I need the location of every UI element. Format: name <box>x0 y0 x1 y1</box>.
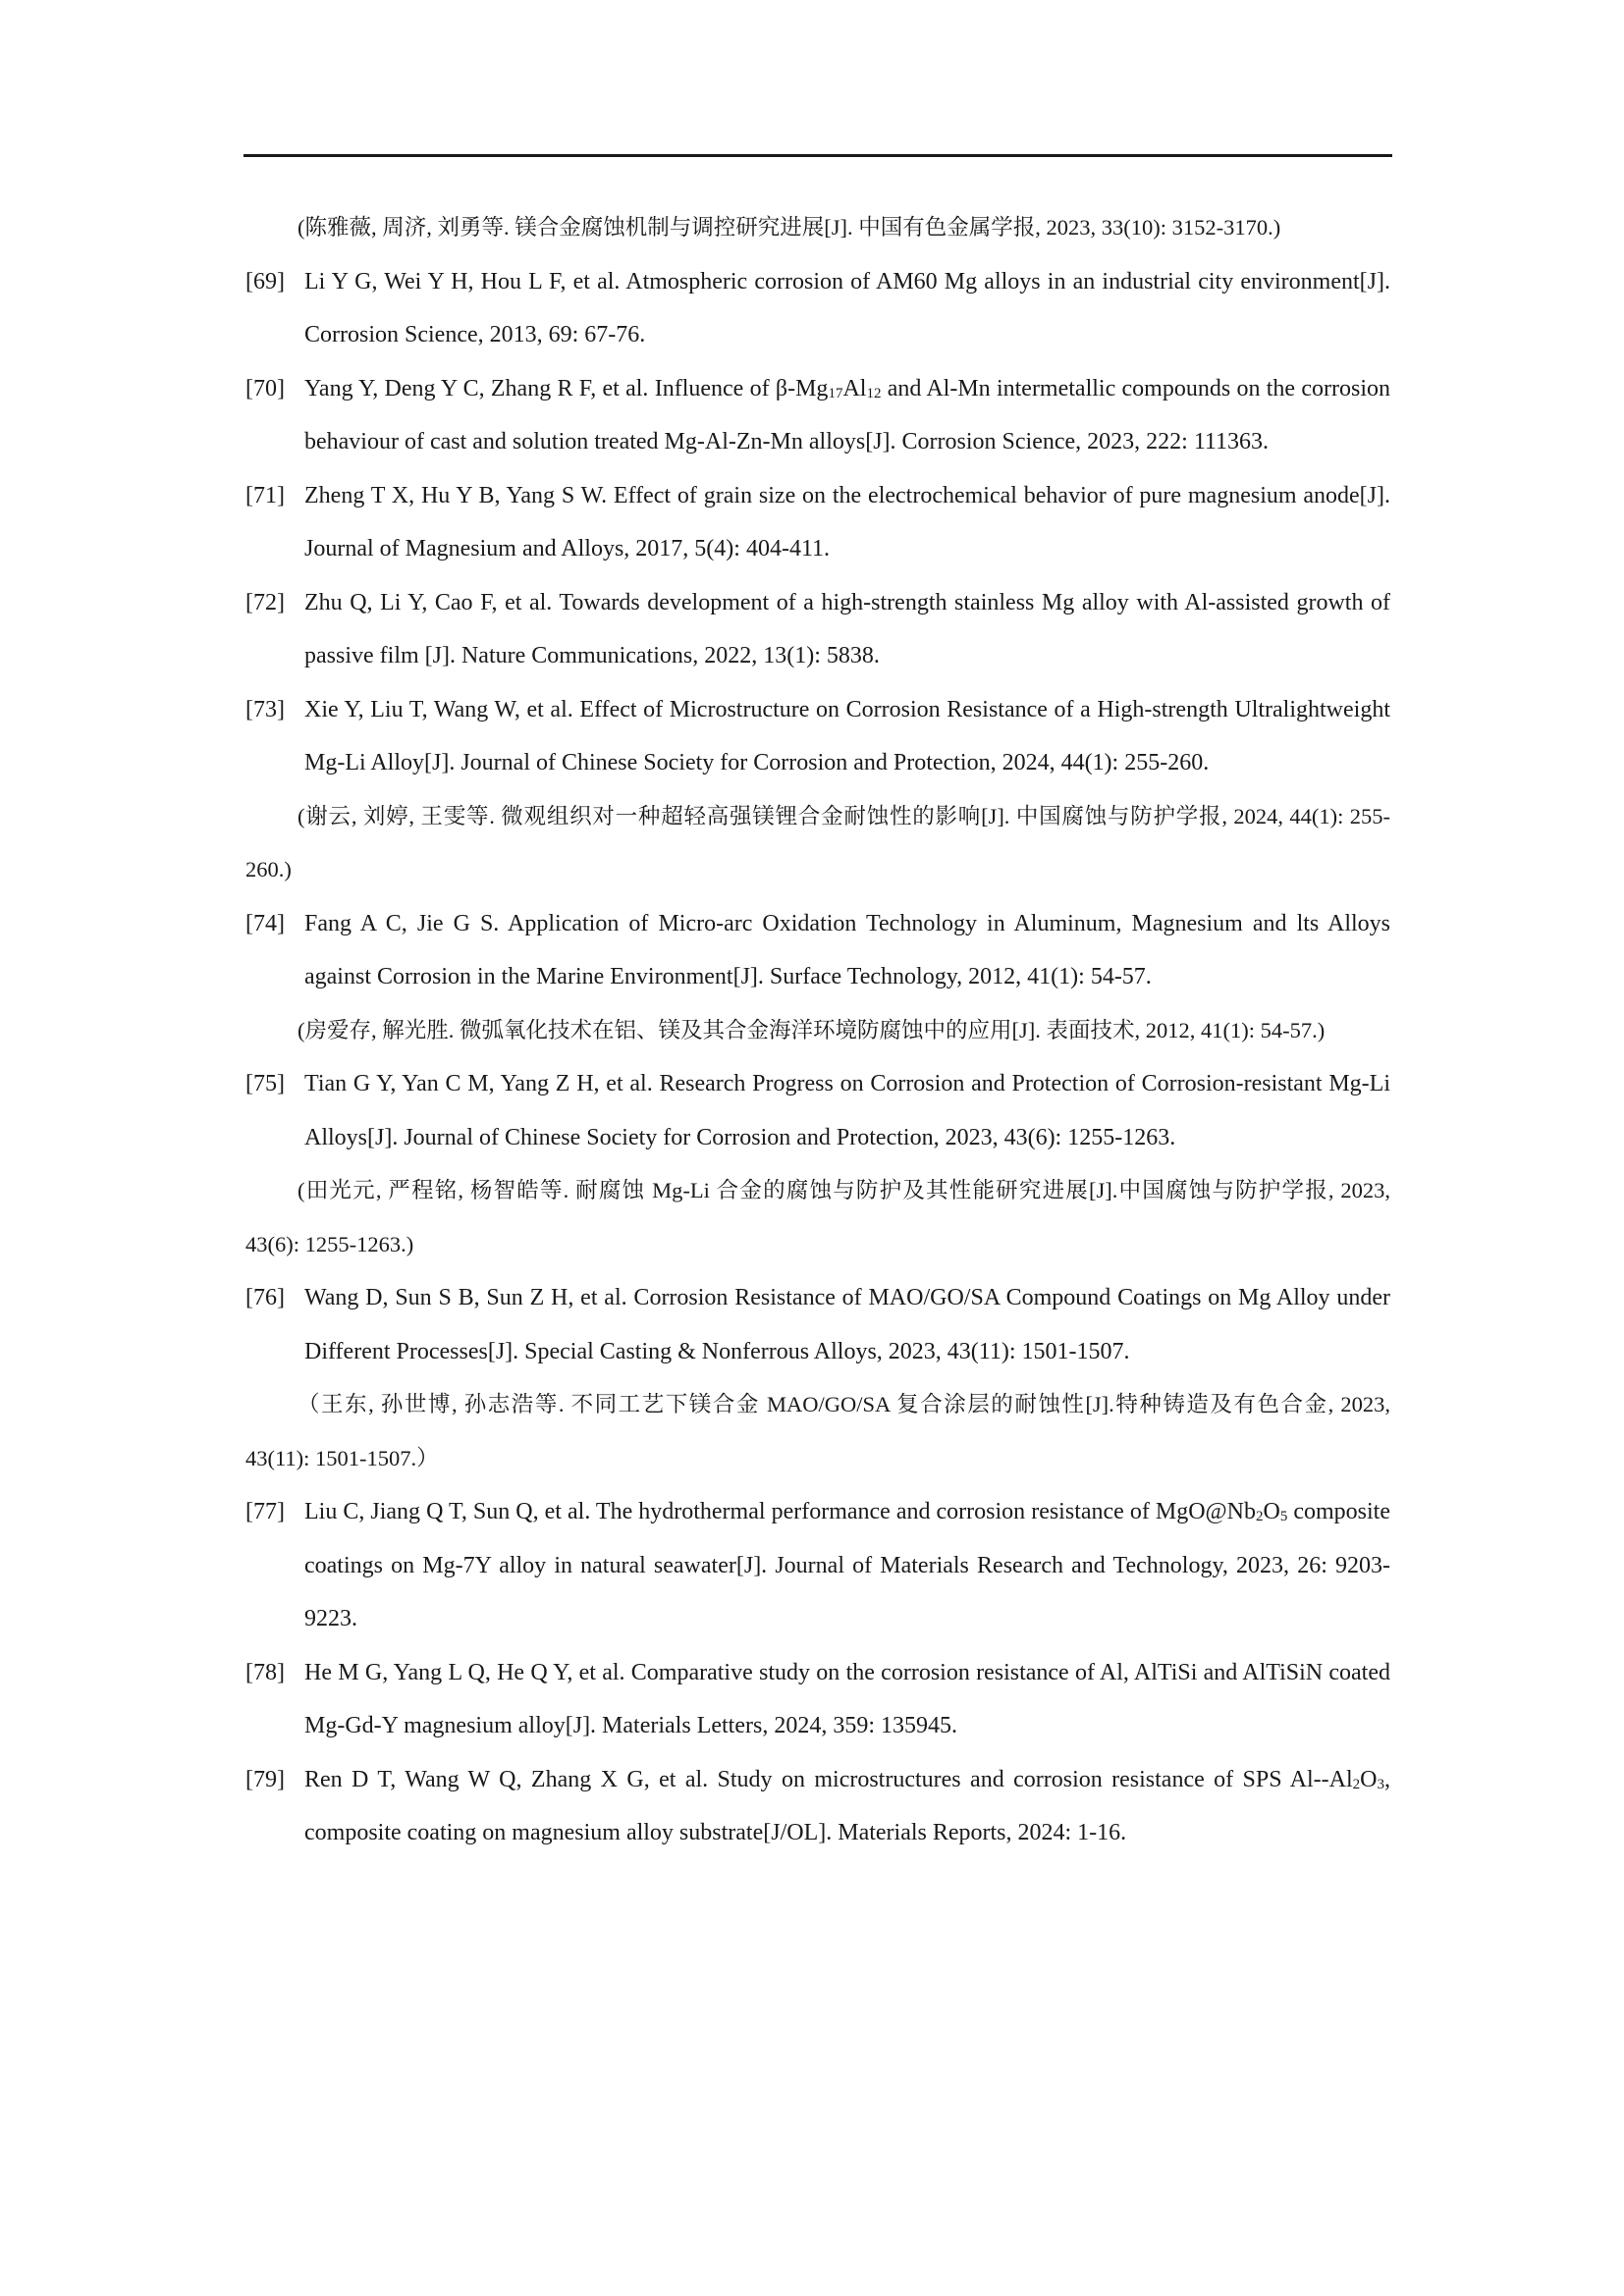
reference-number: [72] <box>245 589 285 615</box>
reference-translation <box>245 1004 1390 1058</box>
reference-translation <box>245 1164 1390 1271</box>
reference-number: [78] <box>245 1659 285 1685</box>
reference-text-part: Al <box>842 375 867 401</box>
reference-item <box>245 1057 1390 1164</box>
reference-text: Zheng T X, Hu Y B, Yang S W. Effect of grain size on the electrochemical behavior of pure magnesium anode[J]. Journal of Magnesium and Alloys, 2017, 5(4): 404-411. <box>304 482 1390 561</box>
reference-text <box>304 1767 1390 1846</box>
reference-text: Xie Y, Liu T, Wang W, et al. Effect of Microstructure on Corrosion Resistance of a High-strength Ultralightweight Mg-Li Alloy[J]. Journal of Chinese Society for Corrosion and Protection, 2024, 44(1): 255-260. <box>304 696 1390 775</box>
reference-list <box>245 201 1390 1860</box>
reference-text <box>304 1499 1390 1631</box>
reference-number: [71] <box>245 482 285 508</box>
reference-item <box>245 469 1390 576</box>
reference-text-part: O <box>1263 1499 1280 1524</box>
subscript: 12 <box>866 385 882 401</box>
reference-number: [79] <box>245 1766 285 1792</box>
reference-item <box>245 897 1390 1004</box>
subscript: 3 <box>1377 1776 1384 1792</box>
reference-item <box>245 683 1390 790</box>
reference-translation-text: (房爱存, 解光胜. 微弧氧化技术在铝、镁及其合金海洋环境防腐蚀中的应用[J]. 表面技术, 2012, 41(1): 54-57.) <box>298 1017 1326 1042</box>
reference-text <box>304 376 1390 455</box>
reference-item <box>245 1485 1390 1646</box>
reference-translation <box>245 201 1390 255</box>
reference-text: Wang D, Sun S B, Sun Z H, et al. Corrosion Resistance of MAO/GO/SA Compound Coatings on Mg Alloy under Different Processes[J]. Special Casting & Nonferrous Alloys, 2023, 43(11): 1501-1507. <box>304 1285 1390 1364</box>
subscript: 2 <box>1352 1776 1361 1792</box>
reference-translation <box>245 790 1390 897</box>
reference-item <box>245 576 1390 683</box>
subscript: 5 <box>1279 1509 1288 1524</box>
reference-item <box>245 362 1390 469</box>
header-rule <box>244 154 1392 157</box>
reference-number: [74] <box>245 910 285 936</box>
reference-translation-text: (谢云, 刘婷, 王雯等. 微观组织对一种超轻高强镁锂合金耐蚀性的影响[J]. 中国腐蚀与防护学报, 2024, 44(1): 255-260.) <box>245 803 1390 881</box>
reference-text: Fang A C, Jie G S. Application of Micro-arc Oxidation Technology in Aluminum, Magnesium and lts Alloys against Corrosion in the Marine Environment[J]. Surface Technology, 2012, 41(1): 54-57. <box>304 910 1390 989</box>
reference-text: He M G, Yang L Q, He Q Y, et al. Comparative study on the corrosion resistance of Al, AlTiSi and AlTiSiN coated Mg-Gd-Y magnesium alloy[J]. Materials Letters, 2024, 359: 135945. <box>304 1659 1390 1738</box>
reference-text-part: Liu C, Jiang Q T, Sun Q, et al. The hydrothermal performance and corrosion resistance of MgO@Nb <box>304 1499 1256 1524</box>
reference-number: [76] <box>245 1285 285 1310</box>
reference-text-part: and Al-Mn intermetallic compounds on the corrosion behaviour of cast and solution treated Mg-Al-Zn-Mn alloys[J]. Corrosion Science, 2023, 222: 111363. <box>304 375 1390 454</box>
reference-text: Li Y G, Wei Y H, Hou L F, et al. Atmospheric corrosion of AM60 Mg alloys in an industrial city environment[J]. Corrosion Science, 2013, 69: 67-76. <box>304 268 1390 347</box>
reference-item <box>245 1271 1390 1378</box>
reference-number: [75] <box>245 1071 285 1096</box>
subscript: 17 <box>828 385 843 401</box>
reference-number: [73] <box>245 696 285 722</box>
reference-translation-text: (田光元, 严程铭, 杨智皓等. 耐腐蚀 Mg-Li 合金的腐蚀与防护及其性能研究进展[J].中国腐蚀与防护学报, 2023, 43(6): 1255-1263.) <box>245 1178 1390 1256</box>
reference-text-part: O <box>1360 1766 1378 1792</box>
reference-text: Tian G Y, Yan C M, Yang Z H, et al. Research Progress on Corrosion and Protection of Corrosion-resistant Mg-Li Alloys[J]. Journal of Chinese Society for Corrosion and Protection, 2023, 43(6): 1255-1263. <box>304 1071 1390 1150</box>
reference-item <box>245 1753 1390 1860</box>
reference-text-part: , composite coating on magnesium alloy substrate[J/OL]. Materials Reports, 2024: 1-16. <box>304 1766 1390 1845</box>
reference-translation <box>245 1378 1390 1485</box>
reference-number: [70] <box>245 375 285 401</box>
reference-text-part: composite coatings on Mg-7Y alloy in natural seawater[J]. Journal of Materials Research and Technology, 2023, 26: 9203-9223. <box>304 1499 1391 1631</box>
reference-text-part: Ren D T, Wang W Q, Zhang X G, et al. Study on microstructures and corrosion resistance of SPS Al--Al <box>304 1766 1353 1792</box>
subscript: 2 <box>1255 1509 1264 1524</box>
reference-item <box>245 255 1390 362</box>
reference-number: [77] <box>245 1499 285 1524</box>
reference-number: [69] <box>245 268 285 294</box>
reference-translation-text: (陈雅薇, 周济, 刘勇等. 镁合金腐蚀机制与调控研究进展[J]. 中国有色金属学报, 2023, 33(10): 3152-3170.) <box>298 215 1281 240</box>
reference-text: Zhu Q, Li Y, Cao F, et al. Towards development of a high-strength stainless Mg alloy with Al-assisted growth of passive film [J]. Nature Communications, 2022, 13(1): 5838. <box>304 589 1390 668</box>
reference-item <box>245 1646 1390 1753</box>
reference-text-part: Yang Y, Deng Y C, Zhang R F, et al. Influence of β-Mg <box>304 375 829 401</box>
reference-translation-text: （王东, 孙世博, 孙志浩等. 不同工艺下镁合金 MAO/GO/SA 复合涂层的耐蚀性[J].特种铸造及有色合金, 2023, 43(11): 1501-1507.） <box>245 1392 1390 1470</box>
